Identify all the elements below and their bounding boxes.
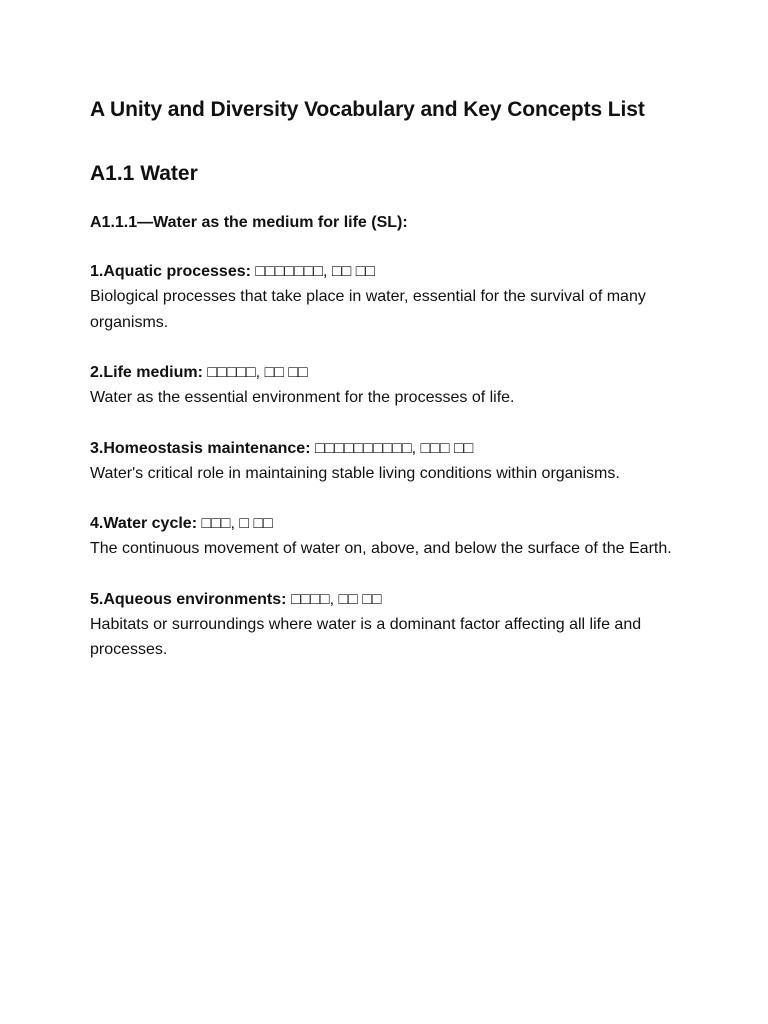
entry-term: 2.Life medium: — [90, 364, 203, 381]
section-title: A1.1 Water — [90, 162, 198, 185]
vocab-entry-2 — [90, 360, 690, 411]
entry-translation: □□□□□□□, □□ □□ — [255, 263, 376, 280]
entry-term: 4.Water cycle: — [90, 515, 198, 532]
entry-heading — [90, 587, 690, 612]
entry-heading — [90, 259, 690, 284]
vocab-entry-4 — [90, 511, 690, 562]
vocab-entry-5 — [90, 587, 690, 663]
entry-translation: □□□, □ □□ — [201, 515, 273, 532]
entry-term: 1.Aquatic processes: — [90, 263, 251, 280]
vocab-entry-3 — [90, 436, 690, 487]
entry-definition: Biological processes that take place in water, essential for the survival of many organisms. — [90, 288, 646, 331]
entry-translation: □□□□□, □□ □□ — [207, 364, 308, 381]
entry-heading — [90, 511, 690, 536]
entry-heading — [90, 360, 690, 385]
entry-term: 3.Homeostasis maintenance: — [90, 439, 311, 457]
document-title: A Unity and Diversity Vocabulary and Key Concepts List — [90, 98, 645, 121]
entry-definition: The continuous movement of water on, above, and below the surface of the Earth. — [90, 540, 672, 557]
entry-term: 5.Aqueous environments: — [90, 590, 287, 608]
entry-translation: □□□□, □□ □□ — [290, 590, 382, 608]
document-page — [90, 96, 690, 663]
subsection-title: A1.1.1—Water as the medium for life (SL): — [90, 214, 408, 231]
entry-heading — [90, 436, 690, 461]
entry-definition: Habitats or surroundings where water is a dominant factor affecting all life and processes. — [90, 615, 642, 658]
vocab-entry-1 — [90, 259, 690, 335]
entry-translation: □□□□□□□□□□, □□□ □□ — [314, 439, 474, 457]
entry-definition: Water as the essential environment for the processes of life. — [90, 389, 515, 406]
entry-definition: Water's critical role in maintaining stable living conditions within organisms. — [90, 464, 620, 482]
